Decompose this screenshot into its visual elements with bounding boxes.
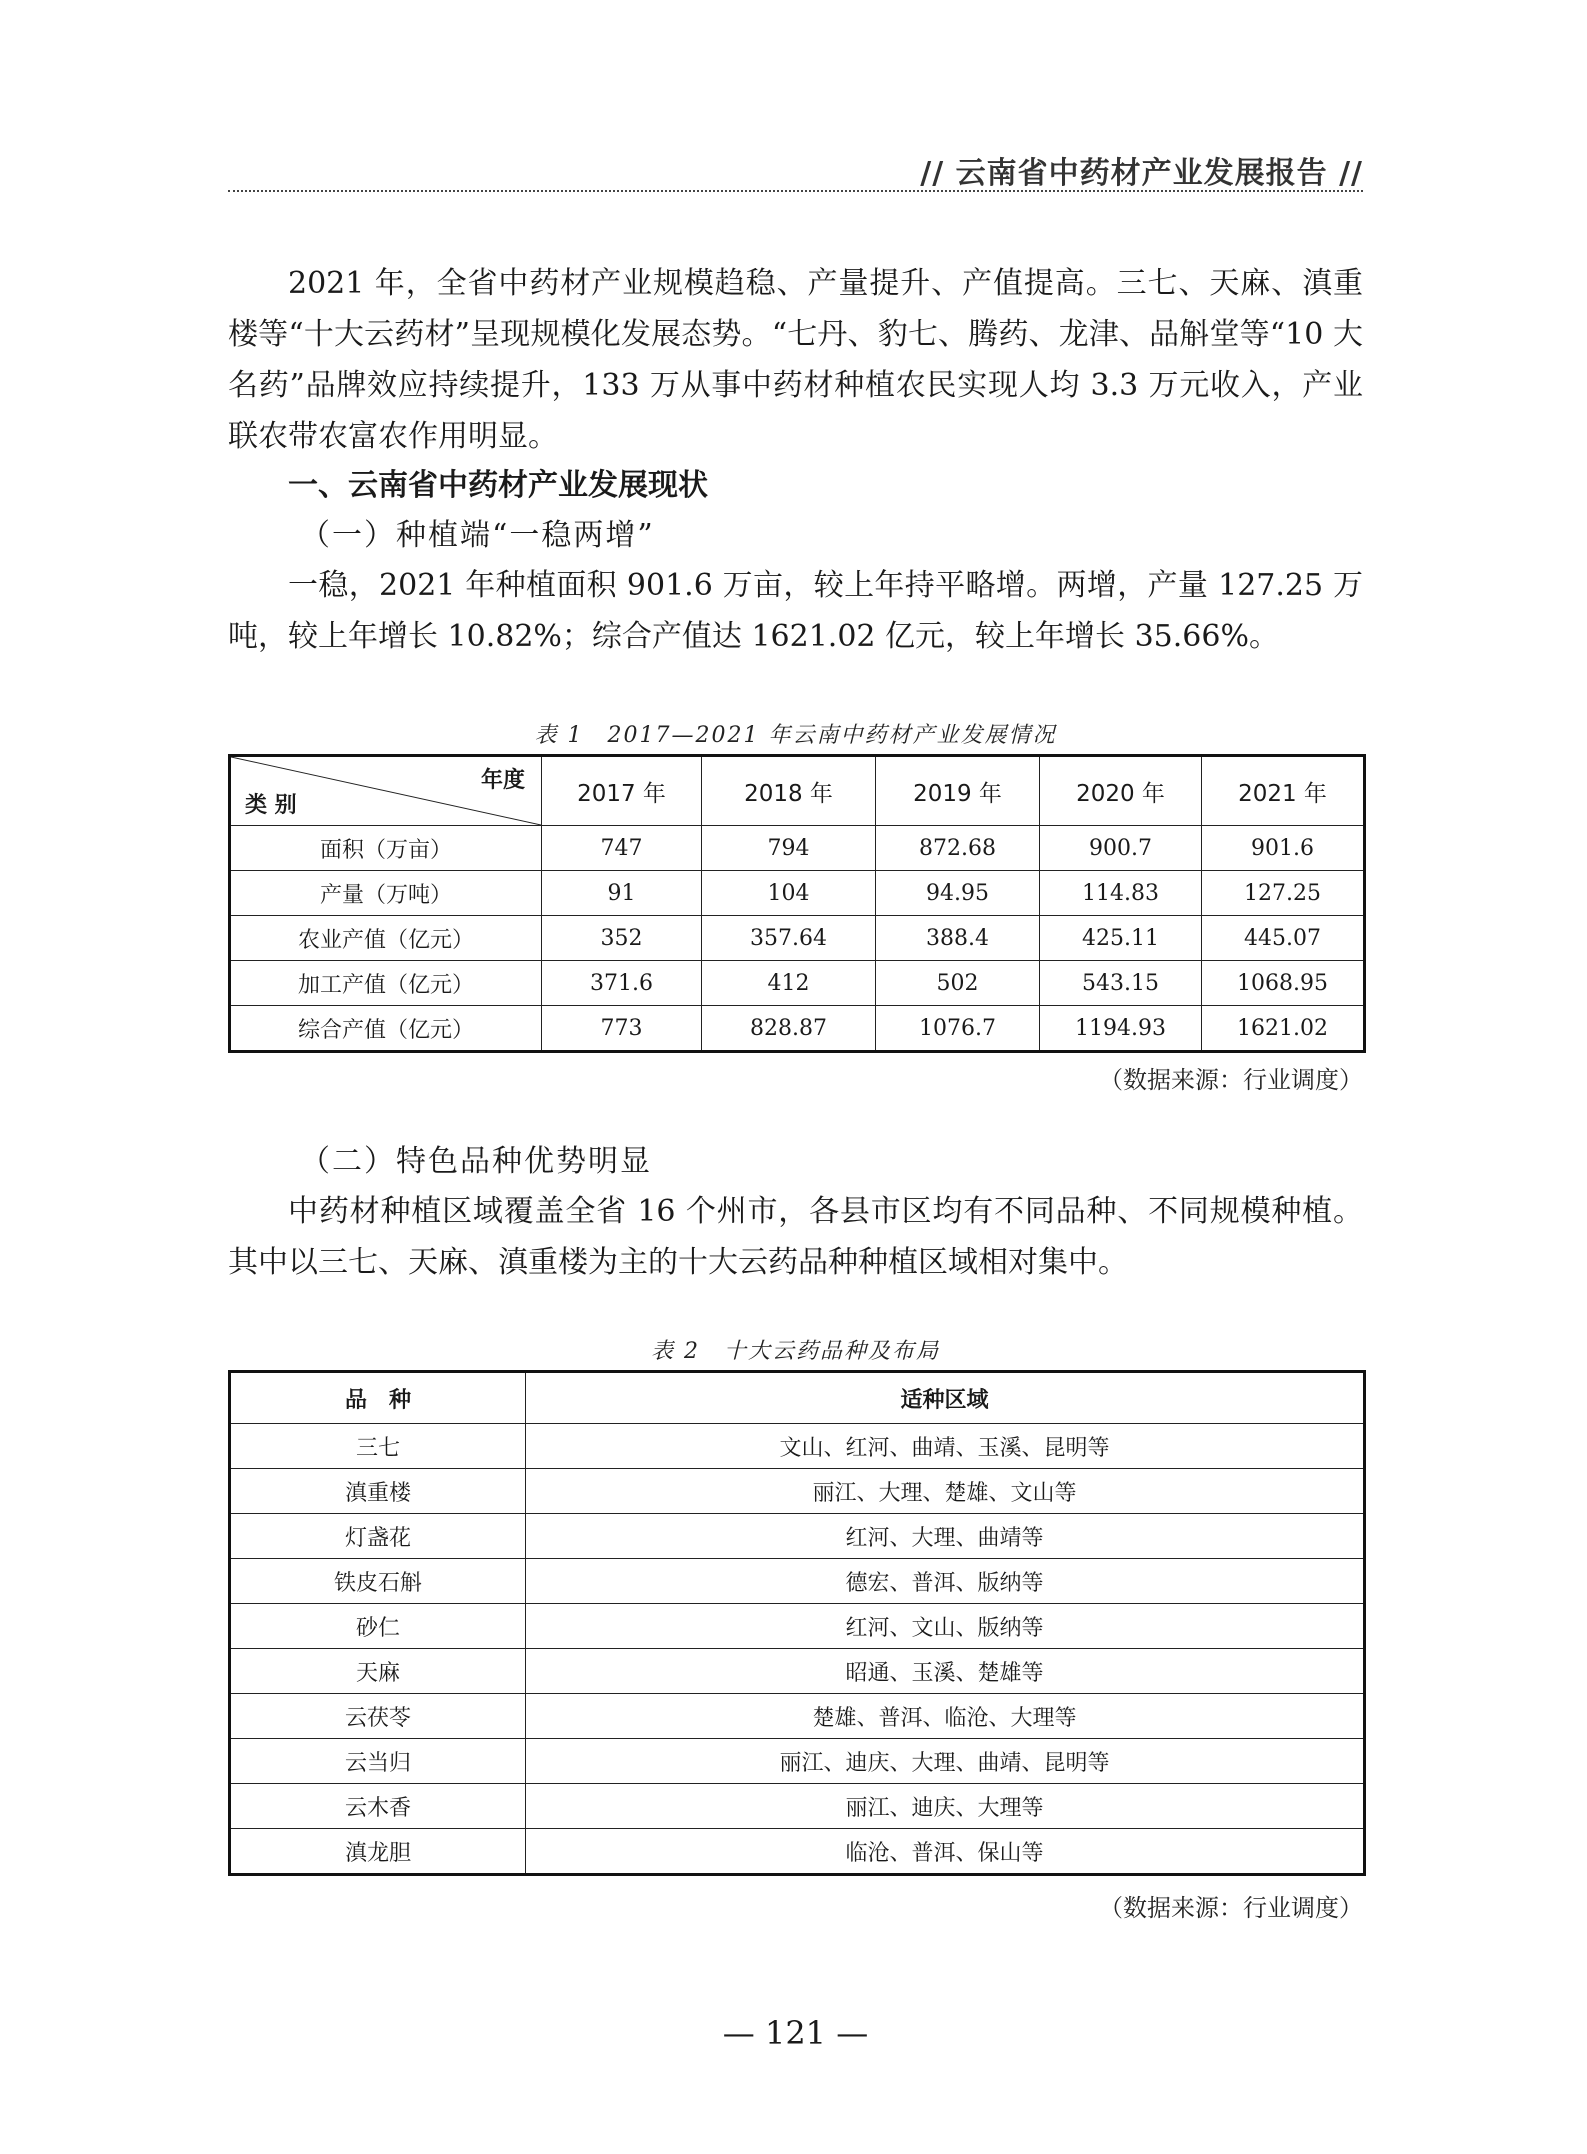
table-row (230, 1514, 1365, 1559)
table-cell: 445.07 (1202, 916, 1365, 961)
table-2-header-row (230, 1372, 1365, 1424)
table-cell: 794 (702, 826, 876, 871)
row-label: 农业产值（亿元） (230, 916, 542, 961)
table-row (230, 1604, 1365, 1649)
region-cell: 丽江、迪庆、大理、曲靖、昆明等 (526, 1739, 1365, 1784)
row-label: 加工产值（亿元） (230, 961, 542, 1006)
table-row (230, 1739, 1365, 1784)
subsection-2-title: （二）特色品种优势明显 (300, 1144, 652, 1179)
table-2-source: （数据来源：行业调度） (1099, 1894, 1363, 1922)
table-cell: 502 (876, 961, 1040, 1006)
table-1-header-row (230, 756, 1365, 826)
table-cell: 412 (702, 961, 876, 1006)
region-cell: 楚雄、普洱、临沧、大理等 (526, 1694, 1365, 1739)
variety-cell: 云茯苓 (230, 1694, 526, 1739)
subsection-2-body: 中药材种植区域覆盖全省 16 个州市，各县市区均有不同品种、不同规模种植。其中以三七、天麻、滇重楼为主的十大云药品种种植区域相对集中。 (228, 1194, 1363, 1280)
variety-cell: 云木香 (230, 1784, 526, 1829)
table-cell: 104 (702, 871, 876, 916)
table-row (230, 1829, 1365, 1875)
table-row (230, 916, 1365, 961)
table-cell: 1068.95 (1202, 961, 1365, 1006)
variety-cell: 铁皮石斛 (230, 1559, 526, 1604)
variety-cell: 灯盏花 (230, 1514, 526, 1559)
table-cell: 352 (542, 916, 702, 961)
table-cell: 901.6 (1202, 826, 1365, 871)
table-cell: 747 (542, 826, 702, 871)
region-cell: 红河、大理、曲靖等 (526, 1514, 1365, 1559)
region-cell: 丽江、迪庆、大理等 (526, 1784, 1365, 1829)
table-row (230, 1784, 1365, 1829)
region-cell: 红河、文山、版纳等 (526, 1604, 1365, 1649)
table-row (230, 1649, 1365, 1694)
region-cell: 丽江、大理、楚雄、文山等 (526, 1469, 1365, 1514)
region-cell: 昭通、玉溪、楚雄等 (526, 1649, 1365, 1694)
variety-header: 品 种 (230, 1372, 526, 1424)
region-cell: 文山、红河、曲靖、玉溪、昆明等 (526, 1424, 1365, 1469)
row-label: 综合产值（亿元） (230, 1006, 542, 1052)
table-cell: 1621.02 (1202, 1006, 1365, 1052)
table-row (230, 1559, 1365, 1604)
table-cell: 1194.93 (1040, 1006, 1202, 1052)
table-2 (228, 1370, 1366, 1876)
section-1-title: 一、云南省中药材产业发展现状 (288, 468, 708, 503)
table-cell: 91 (542, 871, 702, 916)
subsection-1-body: 一稳，2021 年种植面积 901.6 万亩，较上年持平略增。两增，产量 127.25 万吨，较上年增长 10.82%；综合产值达 1621.02 亿元，较上年增长 35.66%。 (228, 568, 1363, 654)
table-cell: 425.11 (1040, 916, 1202, 961)
variety-cell: 滇重楼 (230, 1469, 526, 1514)
variety-cell: 天麻 (230, 1649, 526, 1694)
table-cell: 1076.7 (876, 1006, 1040, 1052)
row-label: 面积（万亩） (230, 826, 542, 871)
table-row (230, 1469, 1365, 1514)
year-header: 2021 年 (1202, 756, 1365, 826)
region-cell: 德宏、普洱、版纳等 (526, 1559, 1365, 1604)
table-1-caption: 表 1 2017—2021 年云南中药材产业发展情况 (534, 723, 1057, 748)
header-divider (228, 190, 1363, 192)
table-cell: 94.95 (876, 871, 1040, 916)
page-number: — 121 — (722, 2014, 869, 2052)
table-row (230, 961, 1365, 1006)
table-row (230, 871, 1365, 916)
year-header: 2019 年 (876, 756, 1040, 826)
table-cell: 371.6 (542, 961, 702, 1006)
variety-cell: 三七 (230, 1424, 526, 1469)
table-cell: 543.15 (1040, 961, 1202, 1006)
region-cell: 临沧、普洱、保山等 (526, 1829, 1365, 1875)
running-header: // 云南省中药材产业发展报告 // (920, 156, 1363, 191)
variety-cell: 云当归 (230, 1739, 526, 1784)
table-row (230, 826, 1365, 871)
year-header: 2020 年 (1040, 756, 1202, 826)
table-1-corner-cell (230, 756, 542, 826)
table-cell: 900.7 (1040, 826, 1202, 871)
table-cell: 114.83 (1040, 871, 1202, 916)
corner-category-label: 类 别 (245, 793, 297, 818)
table-row (230, 1694, 1365, 1739)
table-cell: 828.87 (702, 1006, 876, 1052)
table-cell: 773 (542, 1006, 702, 1052)
table-cell: 388.4 (876, 916, 1040, 961)
year-header: 2018 年 (702, 756, 876, 826)
table-cell: 872.68 (876, 826, 1040, 871)
year-header: 2017 年 (542, 756, 702, 826)
subsection-1-title: （一）种植端“一稳两增” (300, 518, 655, 553)
table-row (230, 1006, 1365, 1052)
table-1-source: （数据来源：行业调度） (1099, 1066, 1363, 1094)
variety-cell: 砂仁 (230, 1604, 526, 1649)
table-1 (228, 754, 1366, 1053)
corner-year-label: 年度 (480, 768, 525, 793)
table-cell: 357.64 (702, 916, 876, 961)
row-label: 产量（万吨） (230, 871, 542, 916)
table-cell: 127.25 (1202, 871, 1365, 916)
intro-paragraph: 2021 年，全省中药材产业规模趋稳、产量提升、产值提高。三七、天麻、滇重楼等“十大云药材”呈现规模化发展态势。“七丹、豹七、腾药、龙津、品斛堂等“10 大名药”品牌效应持续提升，133 万从事中药材种植农民实现人均 3.3 万元收入，产业联农带农富农作用明显。 (228, 266, 1363, 454)
table-row (230, 1424, 1365, 1469)
variety-cell: 滇龙胆 (230, 1829, 526, 1875)
region-header: 适种区域 (526, 1372, 1365, 1424)
table-2-caption: 表 2 十大云药品种及布局 (651, 1339, 940, 1364)
